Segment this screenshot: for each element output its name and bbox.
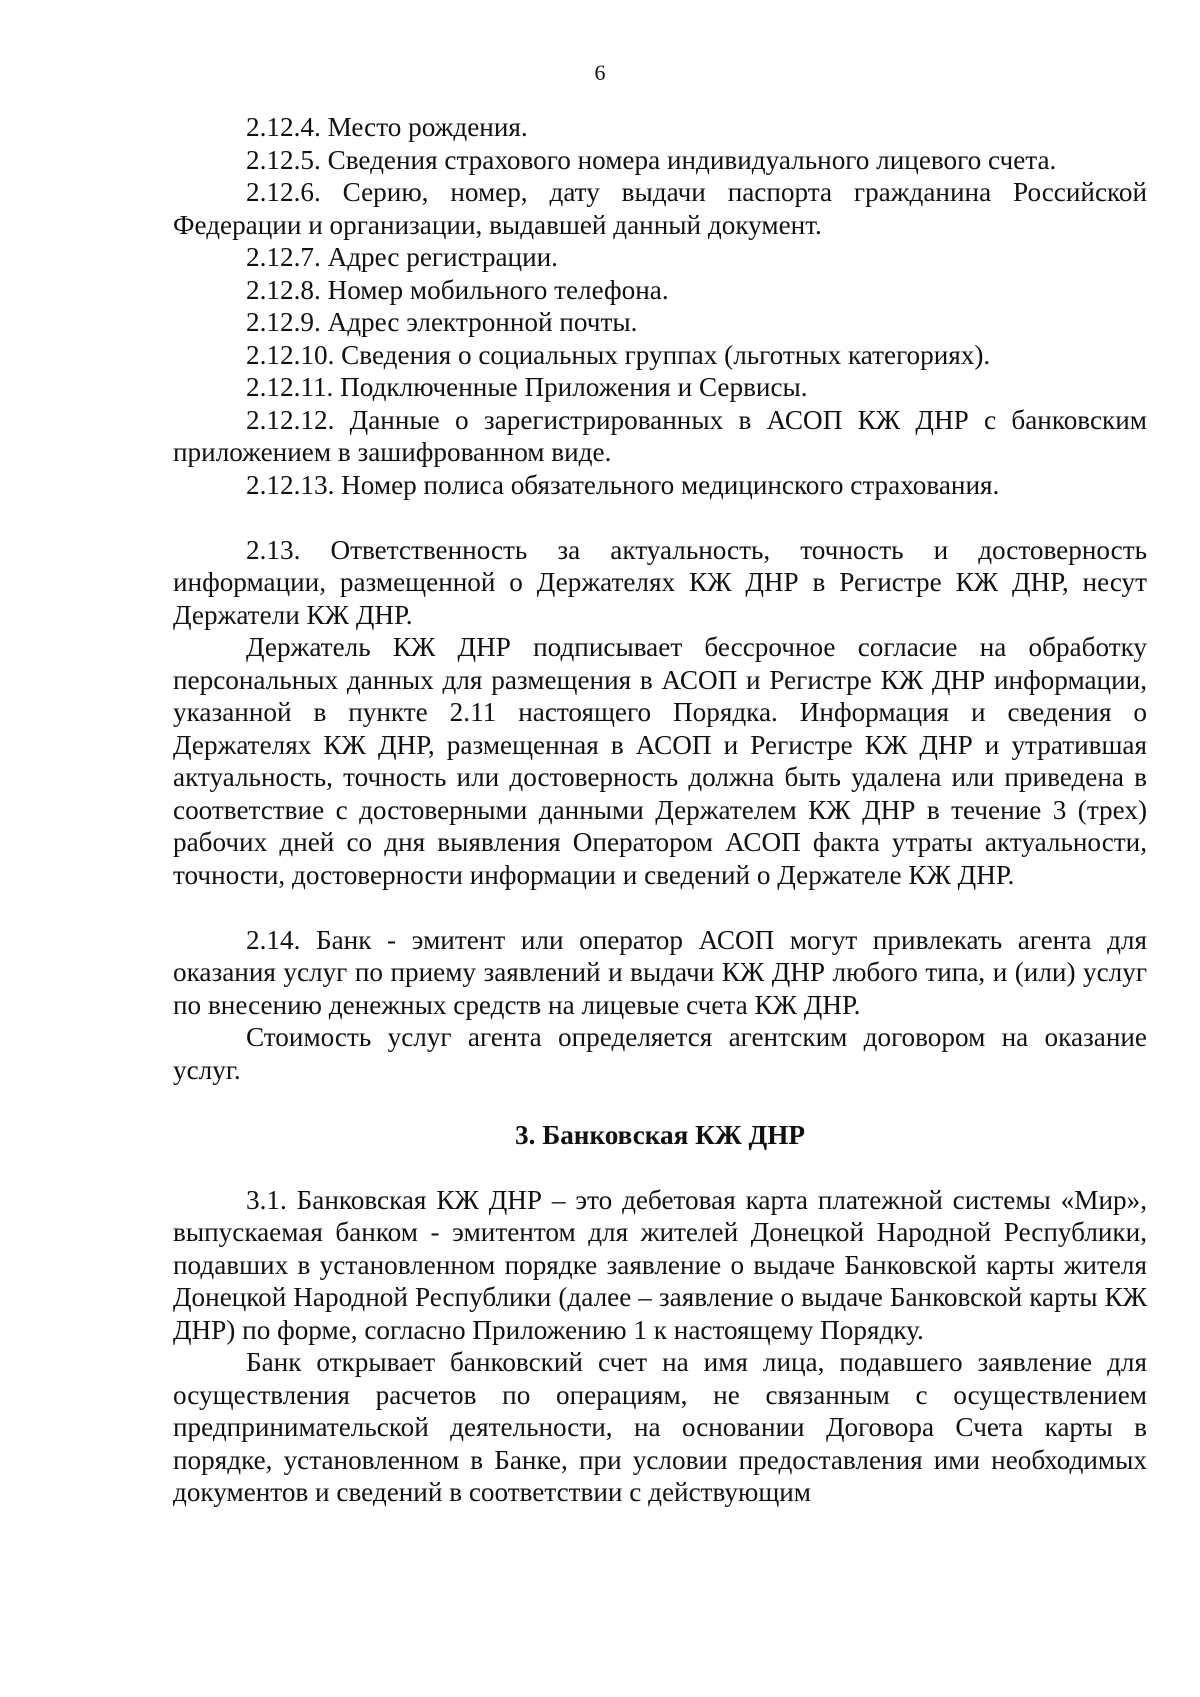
list-item: 2.12.7. Адрес регистрации. bbox=[246, 242, 558, 272]
list-item: 2.12.5. Сведения страхового номера индивидуального лицевого счета. bbox=[246, 144, 1057, 175]
list-item: 2.12.6. Серию, номер, дату выдачи паспорта гражданина Российской Федерации и организации, выдавшей данный документ. bbox=[173, 177, 1147, 240]
paragraph-3-1-bank-account: Банк открывает банковский счет на имя лица, подавшего заявление для осуществления расчетов по операциям, не связанным с осуществлением предпринимательской деятельности, на основании Договора Счета карты в порядке, установленном в Банке, при условии предоставления ими необходимых документов и сведений в соответствии с действующим bbox=[173, 1347, 1147, 1507]
list-item: 2.12.11. Подключенные Приложения и Сервисы. bbox=[246, 372, 808, 402]
page-number: 6 bbox=[594, 60, 606, 85]
list-item: 2.12.10. Сведения о социальных группах (льготных категориях). bbox=[246, 339, 991, 370]
list-item: 2.12.8. Номер мобильного телефона. bbox=[246, 274, 669, 305]
paragraph-2-14-cost: Стоимость услуг агента определяется агентским договором на оказание услуг. bbox=[173, 1022, 1147, 1085]
section-3-heading: 3. Банковская КЖ ДНР bbox=[515, 1119, 805, 1150]
list-item: 2.12.9. Адрес электронной почты. bbox=[246, 307, 638, 337]
paragraph-3-1: 3.1. Банковская КЖ ДНР – это дебетовая карта платежной системы «Мир», выпускаемая банком - эмитентом для жителей Донецкой Народной Республики, подавших в установленном порядке заявление о выдаче Банковской карты жителя Донецкой Народной Республики (далее – заявление о выдаче Банковской карты КЖ ДНР) по форме, согласно Приложению 1 к настоящему Порядку. bbox=[173, 1184, 1147, 1345]
list-item: 2.12.4. Место рождения. bbox=[246, 112, 528, 142]
document-body bbox=[173, 111, 1147, 1509]
paragraph-2-13: 2.13. Ответственность за актуальность, точность и достоверность информации, размещенной о Держателях КЖ ДНР в Регистре КЖ ДНР, несут Держатели КЖ ДНР. bbox=[173, 534, 1147, 630]
list-item: 2.12.13. Номер полиса обязательного медицинского страхования. bbox=[246, 469, 1000, 500]
list-item: 2.12.12. Данные о зарегистрированных в АСОП КЖ ДНР с банковским приложением в зашифрованном виде. bbox=[173, 404, 1147, 467]
paragraph-2-13-consent: Держатель КЖ ДНР подписывает бессрочное согласие на обработку персональных данных для размещения в АСОП и Регистре КЖ ДНР информации, указанной в пункте 2.11 настоящего Порядка. Информация и сведения о Держателях КЖ ДНР, размещенная в АСОП и Регистре КЖ ДНР и утратившая актуальность, точность или достоверность должна быть удалена или приведена в соответствие с достоверными данными Держателем КЖ ДНР в течение 3 (трех) рабочих дней со дня выявления Оператором АСОП факта утраты актуальности, точности, достоверности информации и сведений о Держателе КЖ ДНР. bbox=[173, 632, 1147, 890]
paragraph-2-14: 2.14. Банк - эмитент или оператор АСОП могут привлекать агента для оказания услуг по приему заявлений и выдачи КЖ ДНР любого типа, и (или) услуг по внесению денежных средств на лицевые счета КЖ ДНР. bbox=[173, 924, 1147, 1020]
